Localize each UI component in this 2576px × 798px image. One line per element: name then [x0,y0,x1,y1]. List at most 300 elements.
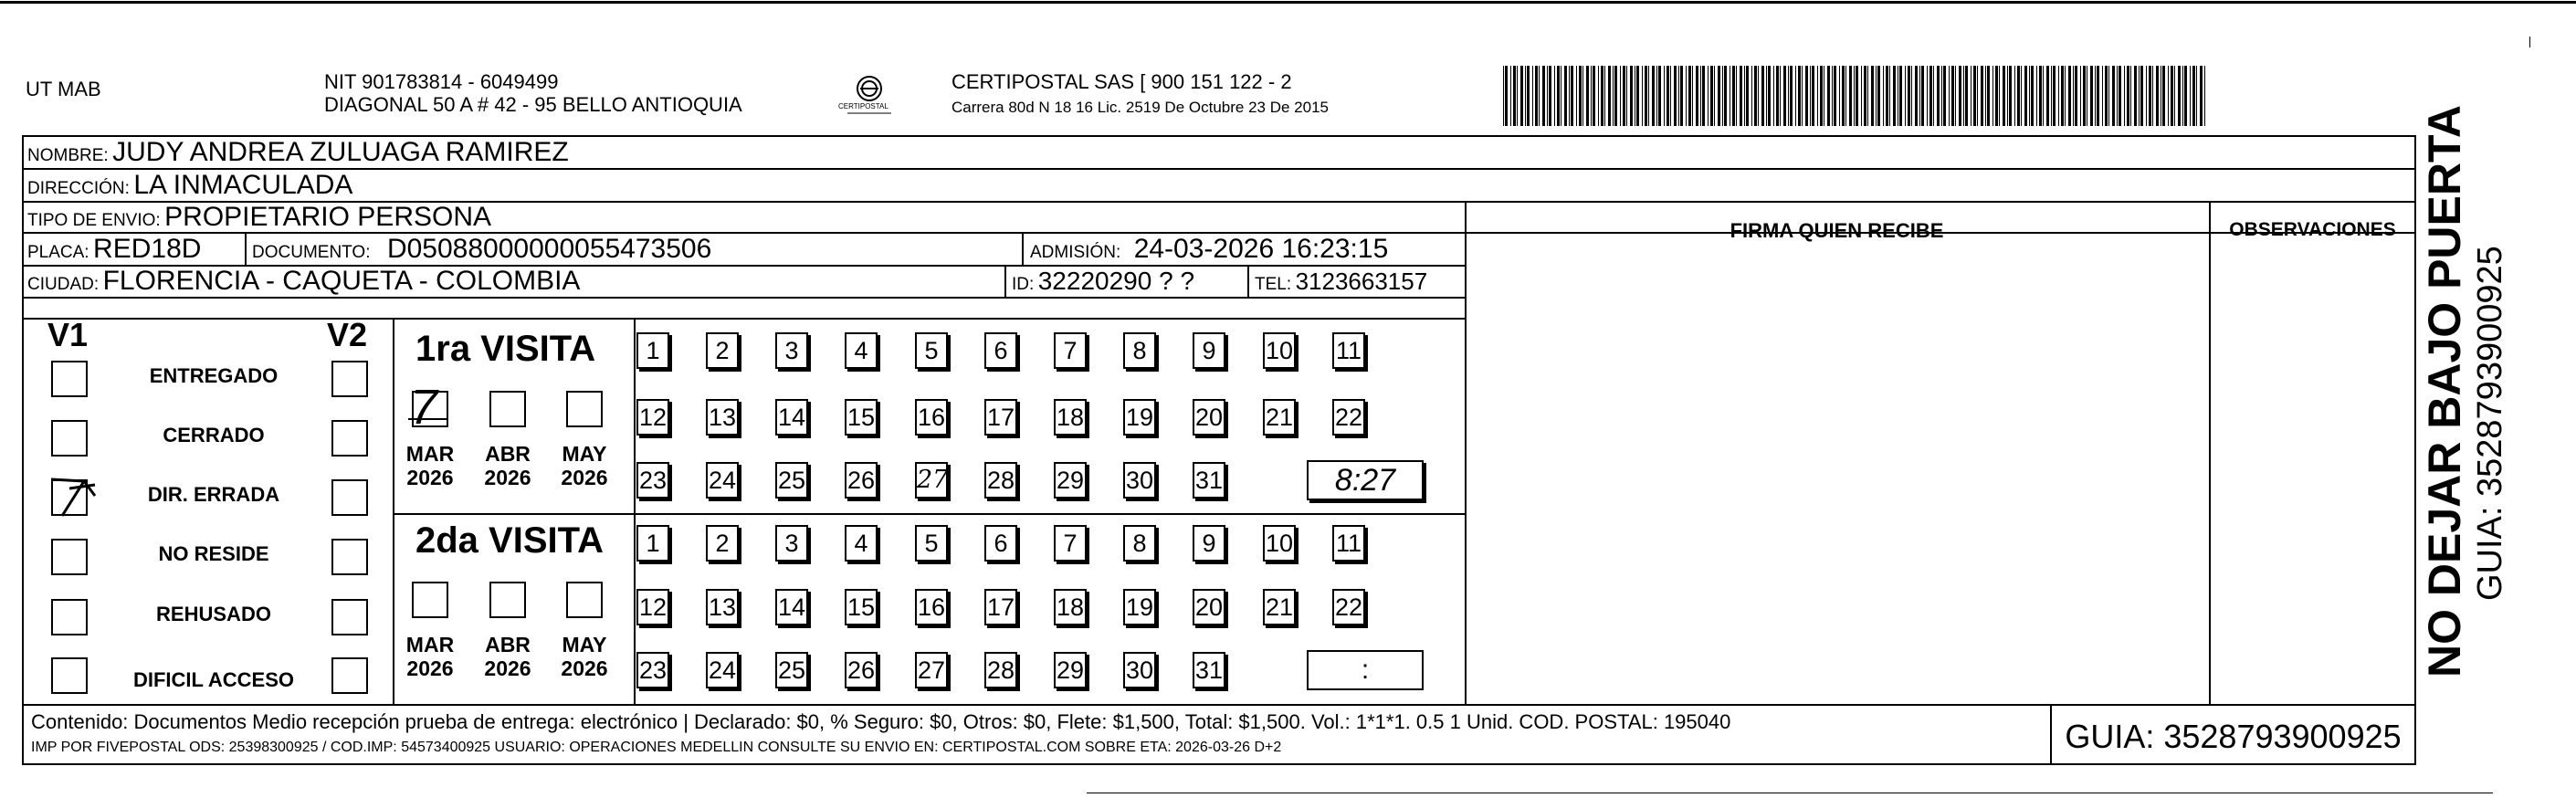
id-value: 32220290 ? ? [1037,267,1195,295]
barcode-bar [1642,66,1643,126]
barcode-bar [2017,66,2020,126]
barcode-bar [2174,66,2175,126]
footer-guia: GUIA: 3528793900925 [2065,718,2402,755]
barcode-bar [2124,66,2125,126]
month-checkbox[interactable] [489,391,526,427]
tipo-row [27,202,491,237]
day-box[interactable]: 16 [915,589,948,625]
day-box[interactable]: 8 [1123,525,1156,562]
barcode-bar [1886,66,1888,126]
barcode-bar [2117,66,2118,126]
barcode-bar [1564,66,1567,126]
barcode-bar [1788,66,1789,126]
barcode-bar [2190,66,2191,126]
barcode-bar [1527,66,1530,126]
barcode-bar [1608,66,1611,126]
barcode-bar [1768,66,1771,126]
barcode-bar [1700,66,1701,126]
barcode-bar [1688,66,1691,126]
id-label: ID: [1012,275,1035,294]
barcode-bar [1686,66,1687,126]
day-box[interactable]: 26 [845,462,878,499]
barcode-bar [2184,66,2187,126]
month-checkbox[interactable] [566,391,603,427]
month-mark: 7 [410,380,438,435]
barcode-bar [2162,66,2165,126]
barcode-bar [2075,66,2077,126]
day-box[interactable]: 10 [1263,332,1296,369]
barcode-bar [1586,66,1589,126]
time-box[interactable]: 8:27 [1307,460,1424,500]
barcode-bar [1817,66,1818,126]
barcode-bar [1965,66,1968,126]
barcode-bar [1905,66,1906,126]
barcode-bar [2127,66,2129,126]
barcode-bar [1849,66,1852,126]
id-cell [1012,266,1194,301]
month-label: MAR 2026 [405,442,455,489]
month-checkbox[interactable] [566,582,603,618]
v2-checkbox[interactable] [331,361,368,397]
barcode-bar [1593,66,1595,126]
day-box[interactable]: 9 [1193,332,1225,369]
barcode-bar [1746,66,1749,126]
barcode-bar [1915,66,1918,126]
barcode-bar [1758,66,1759,126]
barcode-bar [1510,66,1511,126]
barcode-bar [2036,66,2037,126]
barcode-bar [1744,66,1745,126]
barcode-bar [2105,66,2108,126]
barcode-bar [1503,66,1504,126]
barcode-bar [2095,66,2096,126]
day-box[interactable]: 22 [1332,589,1365,625]
day-box[interactable]: 5 [915,525,948,562]
status-label: NO RESIDE [158,542,269,565]
barcode-bar [2053,66,2056,126]
status-label: DIR. ERRADA [147,483,280,506]
barcode-bar [2043,66,2044,126]
day-box[interactable]: 11 [1332,332,1365,369]
month-label: MAR 2026 [405,633,455,680]
day-box[interactable]: 7 [1054,525,1087,562]
barcode-bar [1761,66,1764,126]
barcode-bar [1877,66,1880,126]
day-box[interactable]: 8 [1123,332,1156,369]
day-box[interactable]: 23 [636,652,669,688]
day-box[interactable]: 14 [775,589,808,625]
day-box[interactable]: 2 [706,525,739,562]
top-rule [0,1,2576,4]
month-label: ABR 2026 [484,633,531,680]
barcode-bar [1547,66,1548,126]
barcode-bar [1513,66,1516,126]
tipo-label: TIPO DE ENVIO: [27,211,161,230]
barcode-bar [2200,66,2203,126]
barcode-bar [1696,66,1698,126]
barcode-bar [1776,66,1779,126]
day-box[interactable]: 17 [984,589,1017,625]
barcode-bar [1795,66,1796,126]
barcode-bar [1951,66,1954,126]
day-box[interactable]: 19 [1123,589,1156,625]
day-box[interactable]: 18 [1054,589,1087,625]
barcode-bar [2080,66,2081,126]
barcode-bar [2182,66,2183,126]
barcode-bar [1656,66,1657,126]
day-box[interactable]: 11 [1332,525,1365,562]
day-box[interactable]: 13 [706,399,739,436]
day-box[interactable]: 5 [915,332,948,369]
barcode-bar [1839,66,1840,126]
barcode-bar [1732,66,1735,126]
placa-value: RED18D [93,234,202,264]
day-box[interactable]: 4 [845,525,878,562]
side-guia: GUIA: 3528793900925 [2471,246,2509,601]
id-sep [1004,265,1006,297]
day-box[interactable]: 1 [636,525,669,562]
barcode-bar [1999,66,2000,126]
barcode-bar [1908,66,1910,126]
v2-checkbox[interactable] [331,479,368,516]
v2-checkbox[interactable] [331,420,368,457]
barcode-bar [1525,66,1526,126]
v1-checkbox[interactable] [51,479,88,516]
day-box[interactable]: 26 [845,652,878,688]
tipo-value: PROPIETARIO PERSONA [164,202,492,232]
day-box[interactable]: 22 [1332,399,1365,436]
month-label: ABR 2026 [484,442,531,489]
barcode-bar [2108,66,2109,126]
tel-sep [1247,265,1249,297]
barcode-bar [1667,66,1669,126]
day-box[interactable]: 31 [1193,652,1225,688]
firma-header: FIRMA QUIEN RECIBE [1730,219,1944,242]
barcode-bar [1708,66,1709,126]
month-checkbox[interactable] [410,380,448,435]
nit: NIT 901783814 - 6049499 [324,70,559,93]
barcode-bar [1977,66,1978,126]
day-box[interactable]: 13 [706,589,739,625]
documento-value: D05088000000055473506 [386,234,712,264]
underline-stroke [408,418,448,420]
barcode-bar [1557,66,1560,126]
admision-label: ADMISIÓN: [1030,243,1121,262]
barcode-bar [1718,66,1720,126]
barcode-bar [1845,66,1846,126]
day-box[interactable]: 20 [1193,589,1225,625]
barcode-bar [2130,66,2131,126]
barcode-bar [1604,66,1605,126]
barcode-bar [1714,66,1715,126]
admision-sep [1022,232,1024,265]
barcode-bar [1856,66,1858,126]
barcode-bar [1623,66,1625,126]
barcode-bar [2068,66,2071,126]
barcode-bar [1571,66,1573,126]
barcode-bar [2090,66,2093,126]
barcode-bar [1740,66,1742,126]
barcode-bar [1724,66,1727,126]
day-box[interactable]: 27 [915,652,948,688]
status-label: DIFICIL ACCESO [132,668,294,691]
barcode-bar [1542,66,1545,126]
barcode-bar [2192,66,2195,126]
barcode-bar [1614,66,1617,126]
visit-title: 2da VISITA [415,520,604,561]
v2-checkbox[interactable] [331,539,368,575]
day-box[interactable]: 29 [1054,652,1087,688]
barcode-bar [2073,66,2074,126]
day-box[interactable]: 16 [915,399,948,436]
barcode-bar [1955,66,1956,126]
barcode-bar [1620,66,1621,126]
day-box[interactable]: 27 [915,462,948,499]
barcode-bar [2196,66,2197,126]
status-label: ENTREGADO [149,364,279,387]
barcode-bar [2061,66,2064,126]
documento-cell [252,234,711,269]
barcode-bar [1973,66,1976,126]
visit-title: 1ra VISITA [415,329,596,369]
day-box[interactable]: 9 [1193,525,1225,562]
months-right [634,318,636,704]
barcode-bar [1981,66,1983,126]
barcode-bar [1549,66,1551,126]
barcode-bar [1876,66,1877,126]
day-box[interactable]: 3 [775,525,808,562]
day-box[interactable]: 12 [636,399,669,436]
footer-imp: IMP POR FIVEPOSTAL ODS: 25398300925 / COD.IMP: 54573400925 USUARIO: OPERACIONES MEDELLIN CONSULTE SU ENVIO EN: CERTIPOSTAL.COM SOBRE ETA: 2026-03-26 D+2 [31,740,1282,755]
barcode-bar [1911,66,1912,126]
barcode-bar [1692,66,1693,126]
nombre-label: NOMBRE: [27,146,109,165]
barcode-bar [2024,66,2027,126]
barcode-bar [1754,66,1757,126]
barcode-bar [1517,66,1518,126]
status-label: CERRADO [163,424,265,446]
documento-label: DOCUMENTO: [252,243,371,262]
day-box[interactable]: 23 [636,462,669,499]
day-box[interactable]: 21 [1263,399,1296,436]
barcode-bar [2009,66,2012,126]
day-box[interactable]: 25 [775,652,808,688]
company-code: UT MAB [26,78,101,100]
barcode-bar [1899,66,1902,126]
check-mark-icon [49,476,100,516]
status-label: REHUSADO [156,603,271,625]
direccion-label: DIRECCIÓN: [27,179,130,198]
day-box[interactable]: 6 [984,525,1017,562]
barcode-bar [1963,66,1964,126]
day-box[interactable]: 2 [706,332,739,369]
day-box[interactable]: 4 [845,332,878,369]
barcode-bar [1941,66,1942,126]
barcode-bar [1933,66,1934,126]
barcode-bar [1959,66,1961,126]
sender-address: DIAGONAL 50 A # 42 - 95 BELLO ANTIOQUIA [324,93,742,116]
month-label: MAY 2026 [561,633,608,680]
barcode-bar [2058,66,2059,126]
barcode-bar [2065,66,2066,126]
barcode-bar [2152,66,2153,126]
barcode-bar [2178,66,2181,126]
barcode-bar [2083,66,2086,126]
time-box[interactable]: : [1307,650,1424,690]
barcode-bar [1834,66,1836,126]
barcode-bar [1861,66,1862,126]
nombre-value: JUDY ANDREA ZULUAGA RAMIREZ [112,137,569,167]
barcode-bar [1539,66,1540,126]
v2-checkbox[interactable] [331,657,368,694]
day-box[interactable]: 6 [984,332,1017,369]
barcode-bar [1871,66,1874,126]
barcode-bar [1812,66,1814,126]
ciudad-label: CIUDAD: [27,275,100,294]
barcode-bar [1532,66,1533,126]
v2-checkbox[interactable] [331,599,368,635]
barcode-bar [1722,66,1723,126]
barcode-bar [1630,66,1633,126]
barcode-bar [1569,66,1570,126]
barcode-bar [1751,66,1752,126]
barcode-bar [1927,66,1928,126]
tel-label: TEL: [1255,275,1292,294]
warning-text: NO DEJAR BAJO PUERTA [2419,105,2470,677]
ciudad-cell [27,266,580,301]
visit-divider [393,513,1465,515]
barcode-bar [2119,66,2121,126]
barcode-bar [1598,66,1599,126]
barcode-bar [1832,66,1833,126]
day-box[interactable]: 25 [775,462,808,499]
barcode-bar [1893,66,1896,126]
day-box[interactable]: 28 [984,652,1017,688]
barcode-bar [2003,66,2005,126]
barcode-bar [2021,66,2022,126]
day-box[interactable]: 15 [845,399,878,436]
barcode-bar [1736,66,1737,126]
barcode [1503,66,2206,126]
logo-text: CERTIPOSTAL [838,102,888,110]
month-checkbox[interactable] [489,582,526,618]
day-box[interactable]: 10 [1263,525,1296,562]
v1-checkbox[interactable] [51,420,88,457]
barcode-bar [1798,66,1801,126]
day-box[interactable]: 29 [1054,462,1087,499]
day-box[interactable]: 17 [984,399,1017,436]
day-box[interactable]: 3 [775,332,808,369]
barcode-bar [1820,66,1823,126]
barcode-bar [1652,66,1655,126]
barcode-bar [1554,66,1555,126]
barcode-bar [1579,66,1582,126]
barcode-bar [2051,66,2052,126]
day-box[interactable]: 21 [1263,589,1296,625]
barcode-bar [2014,66,2015,126]
barcode-bar [1827,66,1830,126]
status-right [393,318,394,704]
barcode-bar [1535,66,1538,126]
barcode-bar [1783,66,1786,126]
day-box[interactable]: 24 [706,462,739,499]
barcode-bar [1937,66,1940,126]
day-box[interactable]: 14 [775,399,808,436]
carrier-name: CERTIPOSTAL SAS [ 900 151 122 - 2 [952,70,1292,93]
barcode-bar [1773,66,1774,126]
firma-left [1465,201,1467,704]
admision-cell [1030,234,1388,269]
barcode-bar [1867,66,1868,126]
barcode-bar [2039,66,2042,126]
day-box[interactable]: 19 [1123,399,1156,436]
day-box[interactable]: 30 [1123,462,1156,499]
barcode-bar [1680,66,1683,126]
day-box[interactable]: 18 [1054,399,1087,436]
barcode-bar [1626,66,1627,126]
month-label: MAY 2026 [561,442,608,489]
barcode-bar [1802,66,1803,126]
barcode-bar [1883,66,1884,126]
day-box[interactable]: 7 [1054,332,1087,369]
barcode-bar [1864,66,1866,126]
v1-checkbox[interactable] [51,361,88,397]
barcode-bar [1766,66,1767,126]
barcode-bar [2171,66,2173,126]
barcode-bar [2029,66,2030,126]
day-box[interactable]: 12 [636,589,669,625]
v1-checkbox[interactable] [51,539,88,575]
barcode-bar [1854,66,1855,126]
day-box[interactable]: 1 [636,332,669,369]
tel-value: 3123663157 [1295,268,1428,295]
barcode-bar [1810,66,1811,126]
v1-checkbox[interactable] [51,657,88,694]
barcode-bar [2134,66,2137,126]
tel-cell [1255,266,1427,301]
barcode-bar [2097,66,2099,126]
barcode-bar [1648,66,1649,126]
ciudad-value: FLORENCIA - CAQUETA - COLOMBIA [102,266,581,296]
day-box[interactable]: 15 [845,589,878,625]
barcode-bar [1949,66,1950,126]
placa-label: PLACA: [27,243,89,262]
barcode-bar [1520,66,1523,126]
month-checkbox[interactable] [412,582,448,618]
nombre-row [27,137,569,173]
day-box[interactable]: 31 [1193,462,1225,499]
footer-rule [22,704,2416,706]
carrier-address: Carrera 80d N 18 16 Lic. 2519 De Octubre 23 De 2015 [952,99,1329,116]
barcode-bar [2031,66,2034,126]
barcode-bar [2204,66,2205,126]
barcode-bar [1674,66,1677,126]
barcode-bar [2112,66,2115,126]
barcode-bar [2140,66,2143,126]
barcode-bar [1889,66,1890,126]
day-box[interactable]: 30 [1123,652,1156,688]
day-box[interactable]: 28 [984,462,1017,499]
v1-label: V1 [47,316,89,353]
day-box[interactable]: 24 [706,652,739,688]
barcode-bar [1505,66,1508,126]
barcode-bar [1790,66,1793,126]
observaciones-header: OBSERVACIONES [2229,219,2396,240]
admision-value: 24-03-2026 16:23:15 [1133,234,1389,264]
barcode-bar [1576,66,1577,126]
v1-checkbox[interactable] [51,599,88,635]
day-box[interactable]: 20 [1193,399,1225,436]
